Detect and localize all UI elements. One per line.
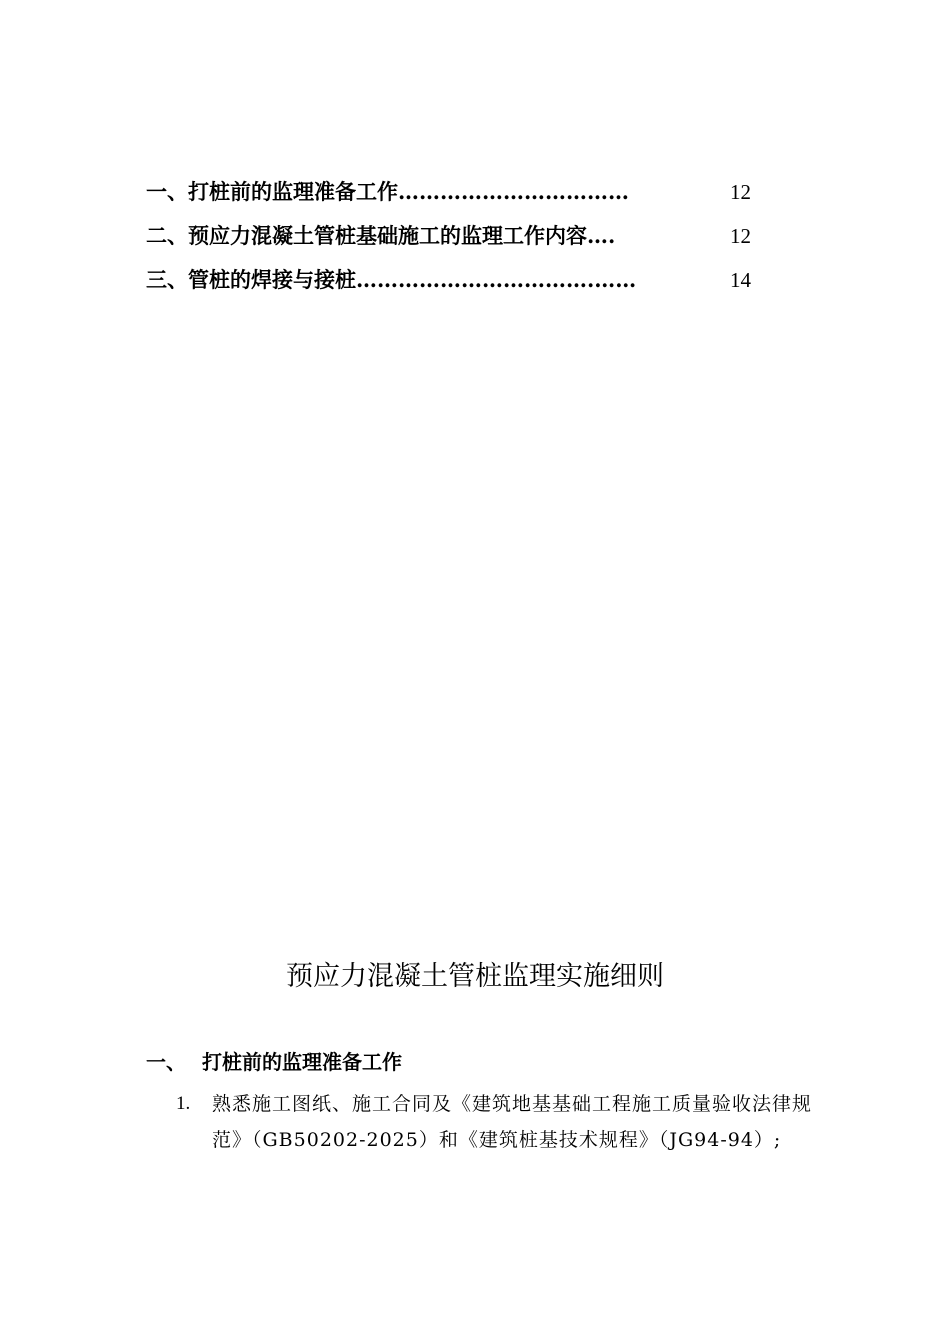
toc-entry-page: 12 xyxy=(730,180,751,204)
toc-entry-text: 二、预应力混凝土管桩基础施工的监理工作内容…. xyxy=(146,223,616,248)
section-number: 一、 xyxy=(146,1050,186,1074)
toc-entry-page: 14 xyxy=(730,268,751,292)
list-item-number: 1. xyxy=(176,1093,191,1114)
section-heading xyxy=(146,1042,402,1082)
toc-entry[interactable] xyxy=(146,170,766,214)
toc-entry-text: 一、打桩前的监理准备工作…………………………… xyxy=(146,179,629,204)
toc-entry-text: 三、管桩的焊接与接桩…………………………….…… xyxy=(146,267,637,292)
list-item xyxy=(176,1086,816,1158)
toc-entry[interactable] xyxy=(146,258,766,302)
document-title: 预应力混凝土管桩监理实施细则 xyxy=(286,961,664,992)
toc-entry[interactable] xyxy=(146,214,766,258)
list-item-text: 熟悉施工图纸、施工合同及《建筑地基基础工程施工质量验收法律规范》（GB50202-2025）和《建筑桩基技术规程》（JG94-94）; xyxy=(212,1093,813,1151)
table-of-contents xyxy=(146,170,766,302)
section-title: 打桩前的监理准备工作 xyxy=(202,1050,402,1074)
toc-entry-page: 12 xyxy=(730,224,751,248)
